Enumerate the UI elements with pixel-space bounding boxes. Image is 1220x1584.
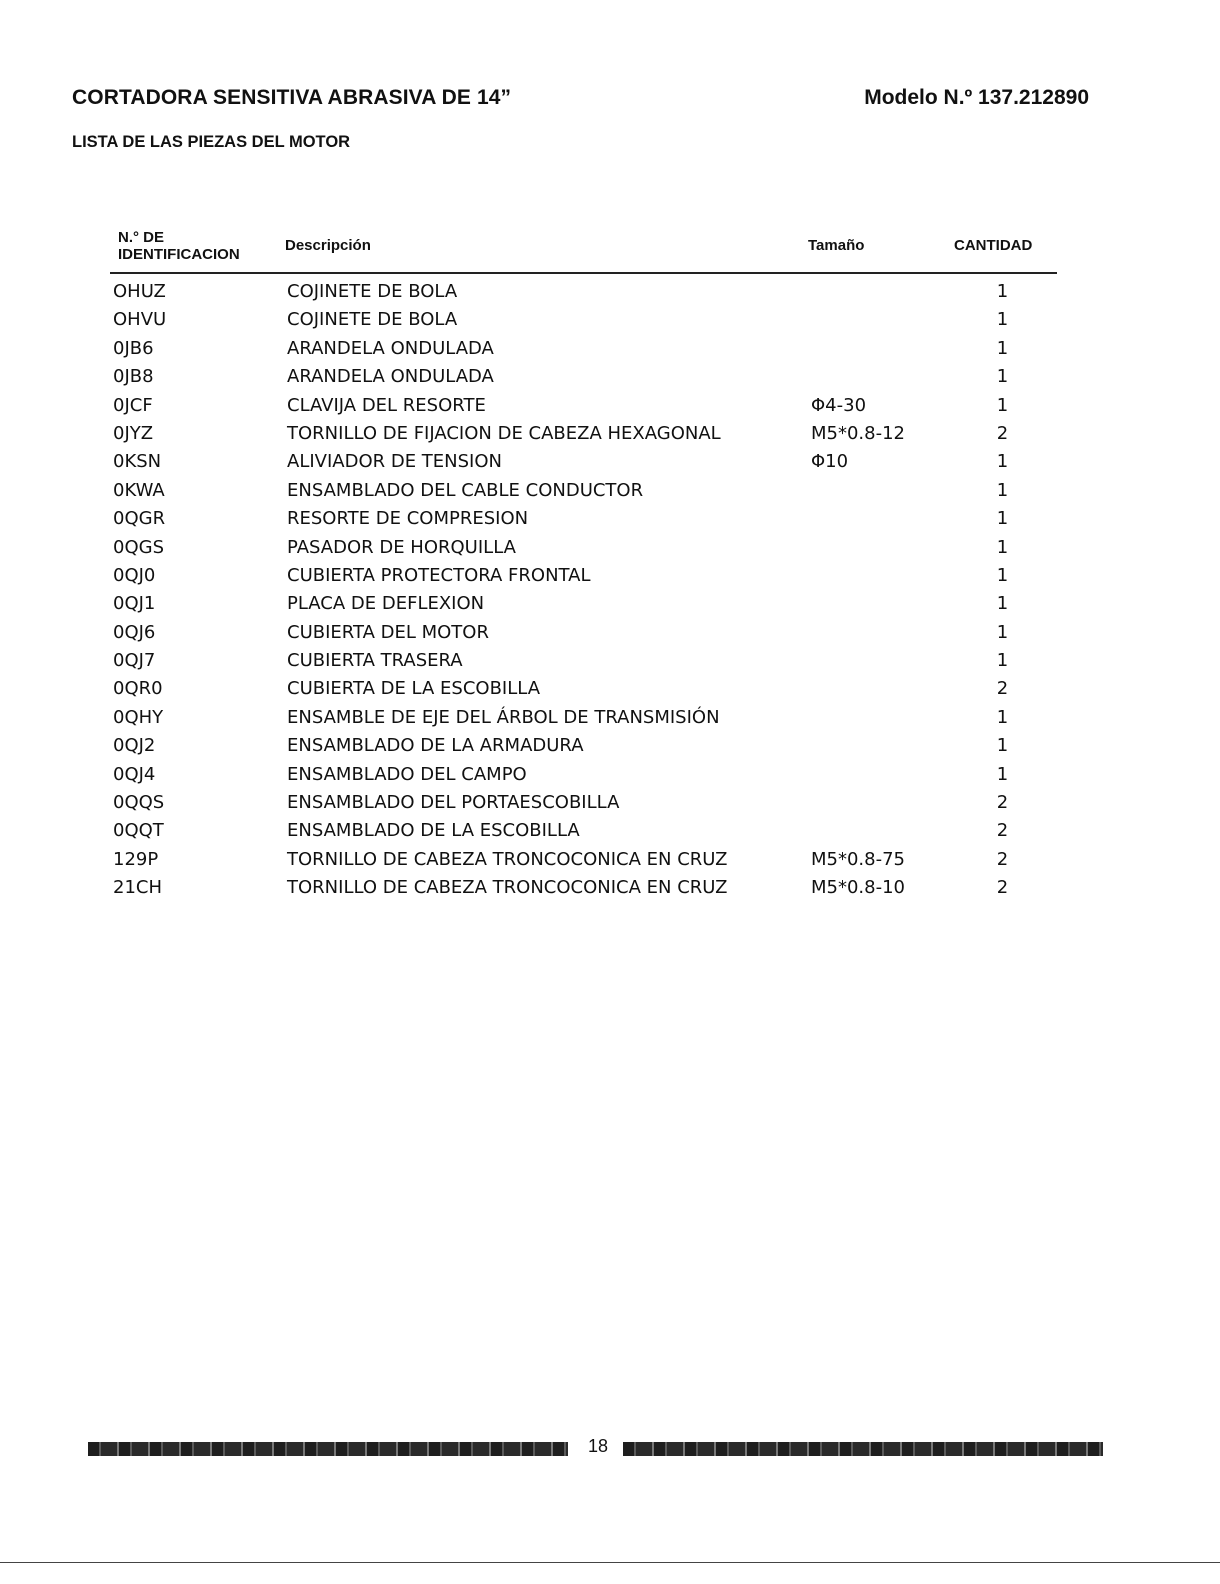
- part-description-cell: PASADOR DE HORQUILLA: [287, 536, 516, 558]
- part-description-cell: ALIVIADOR DE TENSION: [287, 451, 502, 473]
- part-quantity-cell: 1: [996, 735, 1009, 757]
- table-row: [0, 505, 1220, 533]
- part-id-cell: 0KWA: [113, 479, 165, 501]
- part-quantity-cell: 2: [996, 820, 1009, 842]
- part-quantity-cell: 1: [996, 366, 1009, 388]
- part-id-cell: 0QJ1: [113, 593, 156, 615]
- part-size-cell: M5*0.8-12: [811, 422, 906, 444]
- part-id-cell: 0QJ4: [113, 763, 156, 785]
- header-divider: [110, 272, 1057, 274]
- part-description-cell: CUBIERTA DE LA ESCOBILLA: [287, 678, 541, 700]
- table-row: [0, 306, 1220, 334]
- part-size-cell: Φ4-30: [811, 394, 867, 416]
- table-row: [0, 363, 1220, 391]
- column-header-description: Descripción: [285, 237, 371, 254]
- table-row: [0, 761, 1220, 789]
- table-row: [0, 732, 1220, 760]
- footer-bar-left: [88, 1442, 568, 1456]
- part-quantity-cell: 1: [996, 337, 1009, 359]
- parts-table-body: [0, 278, 1220, 903]
- part-description-cell: CLAVIJA DEL RESORTE: [287, 394, 486, 416]
- column-header-id-line1: N.° DE: [118, 229, 165, 246]
- column-header-quantity: CANTIDAD: [954, 237, 1033, 254]
- table-row: [0, 817, 1220, 845]
- part-description-cell: ENSAMBLADO DEL CAMPO: [287, 763, 527, 785]
- column-header-size: Tamaño: [808, 237, 865, 254]
- part-quantity-cell: 2: [996, 877, 1009, 899]
- part-quantity-cell: 1: [996, 536, 1009, 558]
- part-id-cell: 0JYZ: [113, 422, 154, 444]
- table-row: [0, 562, 1220, 590]
- part-quantity-cell: 1: [996, 650, 1009, 672]
- table-row: [0, 278, 1220, 306]
- part-quantity-cell: 1: [996, 451, 1009, 473]
- part-id-cell: 21CH: [113, 877, 163, 899]
- table-row: [0, 704, 1220, 732]
- part-id-cell: 0QJ0: [113, 564, 156, 586]
- part-size-cell: Φ10: [811, 451, 849, 473]
- part-description-cell: ENSAMBLADO DEL PORTAESCOBILLA: [287, 792, 620, 814]
- part-quantity-cell: 2: [996, 422, 1009, 444]
- section-title: LISTA DE LAS PIEZAS DEL MOTOR: [72, 133, 351, 151]
- part-quantity-cell: 2: [996, 792, 1009, 814]
- part-description-cell: TORNILLO DE CABEZA TRONCOCONICA EN CRUZ: [287, 877, 728, 899]
- part-description-cell: TORNILLO DE CABEZA TRONCOCONICA EN CRUZ: [287, 848, 728, 870]
- document-title: CORTADORA SENSITIVA ABRASIVA DE 14”: [72, 86, 512, 109]
- part-description-cell: RESORTE DE COMPRESION: [287, 508, 529, 530]
- part-size-cell: M5*0.8-75: [811, 848, 906, 870]
- part-description-cell: ARANDELA ONDULADA: [287, 337, 494, 359]
- part-id-cell: 0QR0: [113, 678, 163, 700]
- part-quantity-cell: 1: [996, 479, 1009, 501]
- part-id-cell: 0KSN: [113, 451, 162, 473]
- part-quantity-cell: 1: [996, 706, 1009, 728]
- part-id-cell: 0QGS: [113, 536, 164, 558]
- column-header-id: [118, 229, 278, 263]
- table-row: [0, 590, 1220, 618]
- table-row: [0, 477, 1220, 505]
- part-description-cell: TORNILLO DE FIJACION DE CABEZA HEXAGONAL: [287, 422, 721, 444]
- part-description-cell: COJINETE DE BOLA: [287, 309, 458, 331]
- table-row: [0, 619, 1220, 647]
- table-row: [0, 420, 1220, 448]
- part-id-cell: 0QHY: [113, 706, 164, 728]
- table-row: [0, 448, 1220, 476]
- part-description-cell: CUBIERTA TRASERA: [287, 650, 463, 672]
- part-quantity-cell: 1: [996, 394, 1009, 416]
- part-id-cell: OHVU: [113, 309, 167, 331]
- part-description-cell: COJINETE DE BOLA: [287, 281, 458, 302]
- part-quantity-cell: 1: [996, 621, 1009, 643]
- part-quantity-cell: 1: [996, 763, 1009, 785]
- part-id-cell: 0JCF: [113, 394, 153, 416]
- part-description-cell: ENSAMBLADO DE LA ESCOBILLA: [287, 820, 580, 842]
- part-quantity-cell: 1: [996, 564, 1009, 586]
- part-id-cell: 0QJ7: [113, 650, 156, 672]
- part-description-cell: ARANDELA ONDULADA: [287, 366, 494, 388]
- part-id-cell: 0JB6: [113, 337, 154, 359]
- column-header-id-line2: IDENTIFICACION: [118, 246, 240, 263]
- part-quantity-cell: 1: [996, 281, 1009, 302]
- table-row: [0, 874, 1220, 902]
- part-quantity-cell: 1: [996, 508, 1009, 530]
- part-quantity-cell: 1: [996, 593, 1009, 615]
- table-row: [0, 647, 1220, 675]
- part-id-cell: OHUZ: [113, 281, 166, 302]
- part-id-cell: 0QQT: [113, 820, 164, 842]
- footer-bar-right: [623, 1442, 1103, 1456]
- page-footer: [0, 1436, 1220, 1464]
- table-row: [0, 846, 1220, 874]
- part-quantity-cell: 2: [996, 848, 1009, 870]
- part-id-cell: 0JB8: [113, 366, 154, 388]
- page-number: 18: [587, 1436, 609, 1456]
- part-description-cell: PLACA DE DEFLEXION: [287, 593, 485, 615]
- part-quantity-cell: 1: [996, 309, 1009, 331]
- model-number: Modelo N.º 137.212890: [864, 86, 1089, 109]
- table-row: [0, 392, 1220, 420]
- table-row: [0, 534, 1220, 562]
- part-description-cell: CUBIERTA PROTECTORA FRONTAL: [287, 564, 591, 586]
- part-id-cell: 0QGR: [113, 508, 166, 530]
- part-description-cell: ENSAMBLADO DEL CABLE CONDUCTOR: [287, 479, 644, 501]
- part-quantity-cell: 2: [996, 678, 1009, 700]
- table-row: [0, 675, 1220, 703]
- part-description-cell: ENSAMBLADO DE LA ARMADURA: [287, 735, 584, 757]
- part-id-cell: 0QJ6: [113, 621, 156, 643]
- part-id-cell: 0QJ2: [113, 735, 156, 757]
- part-description-cell: ENSAMBLE DE EJE DEL ÁRBOL DE TRANSMISIÓN: [287, 706, 720, 728]
- part-size-cell: M5*0.8-10: [811, 877, 906, 899]
- part-id-cell: 129P: [113, 848, 159, 870]
- part-id-cell: 0QQS: [113, 792, 165, 814]
- part-description-cell: CUBIERTA DEL MOTOR: [287, 621, 489, 643]
- table-row: [0, 789, 1220, 817]
- bottom-divider: [0, 1562, 1220, 1563]
- table-row: [0, 335, 1220, 363]
